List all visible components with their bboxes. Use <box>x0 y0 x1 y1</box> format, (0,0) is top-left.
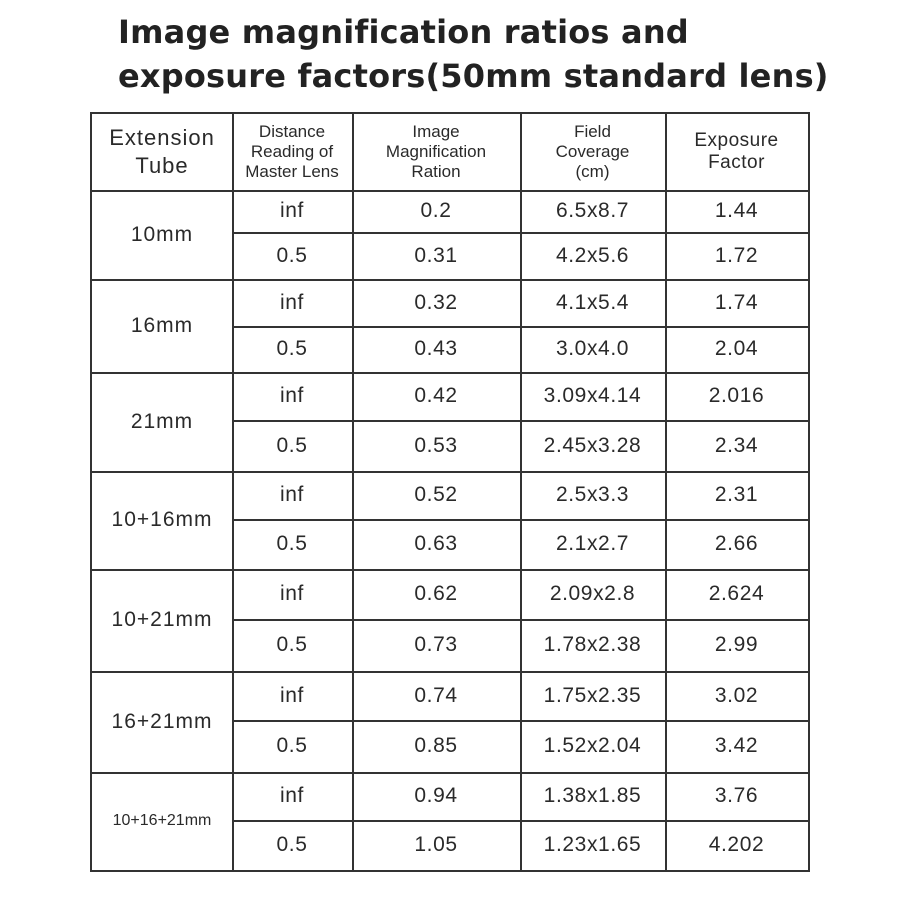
coverage-cell: 2.5x3.3 <box>555 483 630 506</box>
exposure-cell: 3.42 <box>714 734 759 757</box>
magnification-cell: 0.74 <box>414 683 458 707</box>
header-line: Master Lens <box>245 162 339 181</box>
coverage-cell: 4.2x5.6 <box>555 243 630 267</box>
exposure-cell: 4.202 <box>708 833 765 856</box>
exposure-cell: 2.016 <box>708 384 765 407</box>
exposure-cell: 1.44 <box>714 199 759 222</box>
header-exposure-factor <box>665 114 808 190</box>
exposure-cell: 3.02 <box>714 683 759 707</box>
header-image-magnification <box>352 114 520 190</box>
exposure-cell: 2.99 <box>714 633 759 656</box>
distance-cell: 0.5 <box>276 532 308 555</box>
page-title <box>118 10 878 98</box>
magnification-cell: 0.85 <box>414 734 458 757</box>
header-line: Magnification <box>385 142 487 161</box>
title-line-2: exposure factors(50mm standard lens) <box>118 57 829 95</box>
distance-cell: 0.5 <box>276 734 308 757</box>
distance-cell: inf <box>280 483 304 506</box>
magnification-cell: 0.62 <box>414 582 458 605</box>
magnification-cell: 0.52 <box>414 483 458 506</box>
extension-tube-cell: 16mm <box>130 313 194 337</box>
magnification-table <box>90 112 810 872</box>
magnification-cell: 0.43 <box>414 337 458 360</box>
extension-tube-cell: 10+16+21mm <box>112 812 212 829</box>
magnification-cell: 0.32 <box>414 290 458 314</box>
distance-cell: inf <box>280 582 304 605</box>
extension-tube-cell: 10+21mm <box>111 608 213 631</box>
header-line: (cm) <box>575 162 610 181</box>
coverage-cell: 3.0x4.0 <box>555 337 630 360</box>
distance-cell: inf <box>280 199 304 222</box>
exposure-cell: 1.74 <box>714 290 759 314</box>
magnification-cell: 0.2 <box>420 199 452 222</box>
header-line: Distance <box>258 122 326 141</box>
distance-cell: inf <box>280 683 304 707</box>
distance-cell: 0.5 <box>276 433 308 457</box>
distance-cell: inf <box>280 384 304 407</box>
coverage-cell: 2.1x2.7 <box>555 532 630 555</box>
exposure-cell: 3.76 <box>714 784 759 807</box>
magnification-cell: 0.31 <box>414 243 458 267</box>
header-line: Field <box>574 122 611 141</box>
header-line: Coverage <box>555 142 630 161</box>
magnification-cell: 0.73 <box>414 633 458 656</box>
header-line: Reading of <box>250 142 334 161</box>
extension-tube-cell: 10+16mm <box>111 508 213 531</box>
magnification-cell: 0.42 <box>414 384 458 407</box>
header-line: Tube <box>135 153 189 178</box>
exposure-cell: 1.72 <box>714 243 759 267</box>
exposure-cell: 2.04 <box>714 337 759 360</box>
exposure-cell: 2.34 <box>714 433 759 457</box>
title-line-1: Image magnification ratios and <box>118 13 689 51</box>
distance-cell: 0.5 <box>276 633 308 656</box>
distance-cell: 0.5 <box>276 243 308 267</box>
magnification-cell: 0.94 <box>414 784 458 807</box>
header-line: Factor <box>708 152 765 173</box>
exposure-cell: 2.624 <box>708 582 765 605</box>
header-line: Ration <box>411 162 461 181</box>
header-extension-tube <box>92 114 232 190</box>
coverage-cell: 4.1x5.4 <box>555 290 630 314</box>
header-line: Image <box>412 122 460 141</box>
coverage-cell: 3.09x4.14 <box>543 384 642 407</box>
coverage-cell: 6.5x8.7 <box>555 199 630 222</box>
coverage-cell: 1.78x2.38 <box>543 633 642 656</box>
extension-tube-cell: 10mm <box>130 222 194 246</box>
coverage-cell: 1.23x1.65 <box>543 833 642 856</box>
extension-tube-cell: 21mm <box>130 409 194 433</box>
magnification-cell: 0.63 <box>414 532 458 555</box>
extension-tube-cell: 16+21mm <box>111 709 213 733</box>
exposure-cell: 2.31 <box>714 483 759 506</box>
header-field-coverage <box>520 114 665 190</box>
distance-cell: 0.5 <box>276 337 308 360</box>
coverage-cell: 2.45x3.28 <box>543 433 642 457</box>
coverage-cell: 1.75x2.35 <box>543 683 642 707</box>
magnification-cell: 1.05 <box>414 833 458 856</box>
magnification-cell: 0.53 <box>414 433 458 457</box>
distance-cell: inf <box>280 290 304 314</box>
exposure-cell: 2.66 <box>714 532 759 555</box>
coverage-cell: 1.52x2.04 <box>543 734 642 757</box>
header-distance-reading <box>232 114 352 190</box>
coverage-cell: 2.09x2.8 <box>549 582 636 605</box>
distance-cell: inf <box>280 784 304 807</box>
header-line: Exposure <box>694 130 779 151</box>
distance-cell: 0.5 <box>276 833 308 856</box>
coverage-cell: 1.38x1.85 <box>543 784 642 807</box>
header-line: Extension <box>109 125 215 150</box>
